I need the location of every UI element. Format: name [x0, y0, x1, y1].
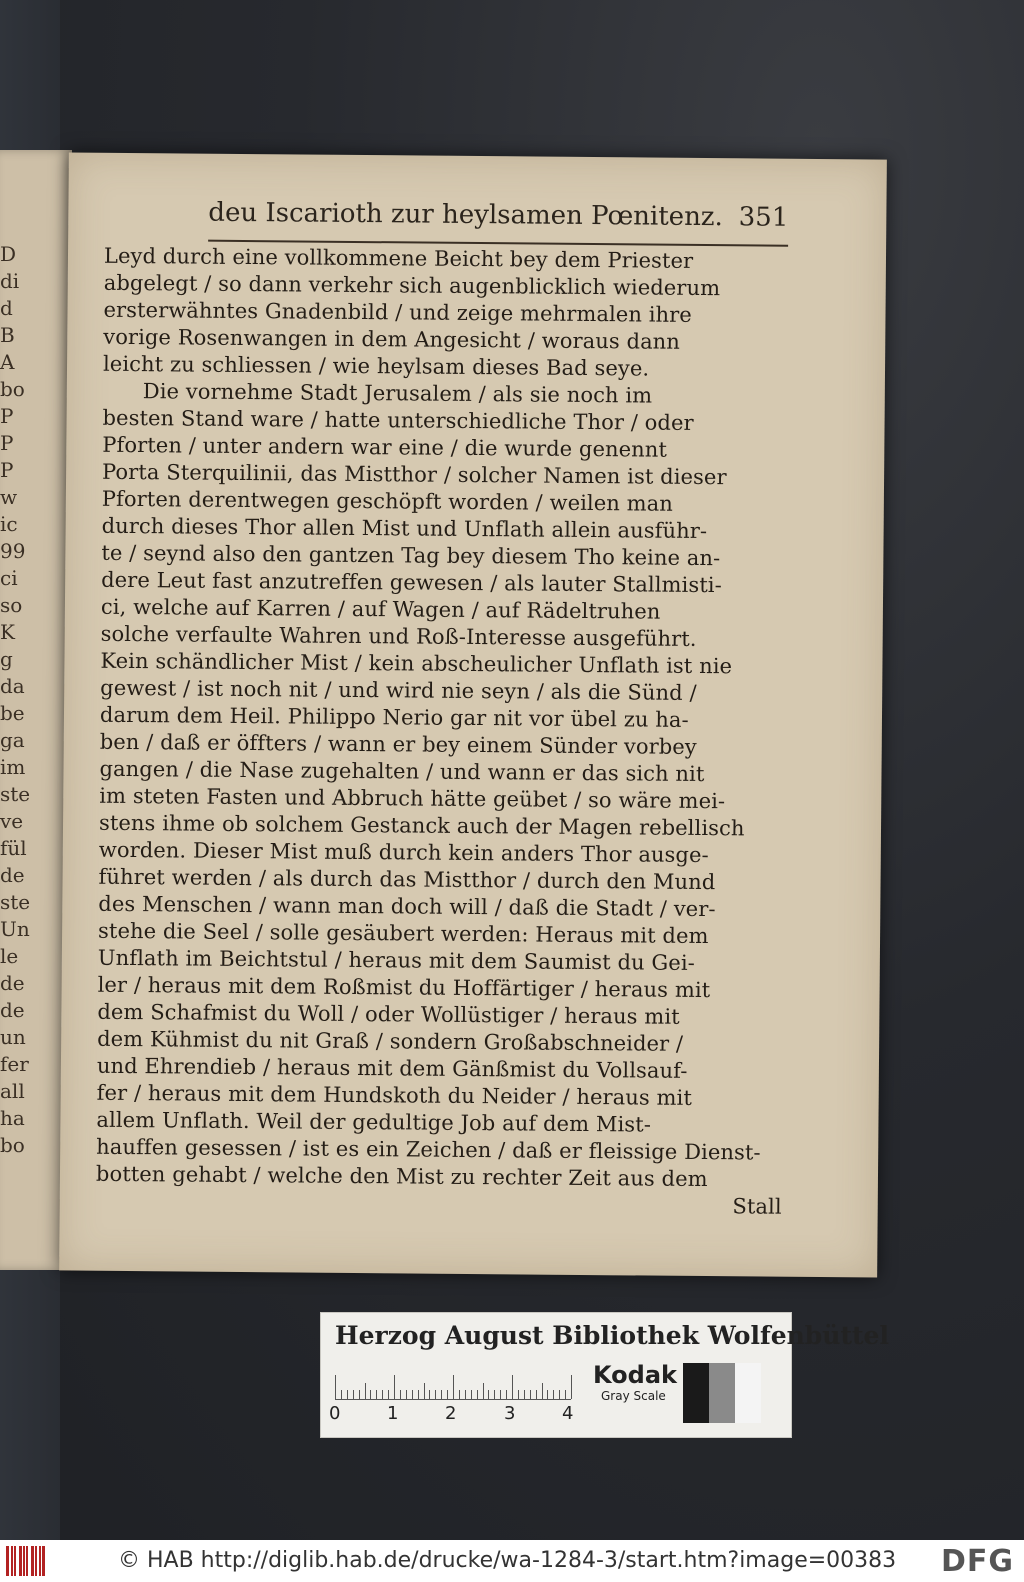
- ruler-tick: [500, 1390, 501, 1399]
- text-line: gewest / ist noch nit / und wird nie seyn / als die Sünd /: [100, 675, 697, 705]
- previous-page-fragment: bo: [0, 377, 25, 401]
- ruler-tick: [365, 1383, 366, 1399]
- previous-page-fragment: bo: [0, 1133, 25, 1157]
- text-line: besten Stand ware / hatte unterschiedliche Thor / oder: [102, 405, 694, 435]
- ruler-tick: [370, 1390, 371, 1399]
- previous-page-fragment: fül: [0, 836, 27, 860]
- scale-number: 2: [445, 1403, 457, 1424]
- ruler-tick: [453, 1375, 454, 1399]
- ruler-tick: [559, 1390, 560, 1399]
- text-line: dem Kühmist du nit Graß / sondern Großabschneider /: [97, 1026, 684, 1056]
- previous-page-fragment: un: [0, 1025, 26, 1049]
- ruler-tick: [547, 1390, 548, 1399]
- text-line: vorige Rosenwangen in dem Angesicht / woraus dann: [103, 324, 681, 354]
- ruler-tick: [418, 1390, 419, 1399]
- text-line: dere Leut fast anzutreffen gewesen / als lauter Stallmisti-: [101, 567, 722, 598]
- previous-page-fragment: ha: [0, 1106, 25, 1130]
- text-line: solche verfaulte Wahren und Roß-Interesse ausgeführt.: [100, 621, 697, 651]
- previous-page-fragment: K: [0, 620, 15, 644]
- text-line: ler / heraus mit dem Roßmist du Hoffärtiger / heraus mit: [97, 972, 711, 1003]
- dfg-logo: DFG: [940, 1544, 1014, 1579]
- barcode-bar: [6, 1546, 9, 1576]
- text-line: stens ihme ob solchem Gestanck auch der Magen rebellisch: [98, 810, 745, 841]
- ruler-tick: [347, 1390, 348, 1399]
- kodak-logo: Kodak: [593, 1361, 677, 1389]
- text-line: ersterwähntes Gnadenbild / und zeige mehrmalen ihre: [103, 297, 692, 327]
- ruler-tick: [494, 1390, 495, 1399]
- ruler-tick: [512, 1375, 513, 1399]
- ruler-tick: [382, 1390, 383, 1399]
- body-text: [96, 243, 790, 1221]
- previous-page-fragment: d: [0, 296, 13, 320]
- ruler-tick: [429, 1390, 430, 1399]
- scale-number: 0: [329, 1403, 341, 1424]
- previous-page-fragment: D: [0, 242, 17, 266]
- text-line: stehe die Seel / solle gesäubert werden: Heraus mit dem: [97, 918, 709, 949]
- hab-barcode-icon: [6, 1546, 46, 1576]
- page-header: [208, 198, 788, 239]
- text-line: gangen / die Nase zugehalten / und wann er das sich nit: [99, 756, 705, 787]
- barcode-bar: [39, 1546, 41, 1576]
- text-line: leicht zu schliessen / wie heylsam dieses Bad seye.: [102, 351, 650, 381]
- previous-page-fragment: so: [0, 593, 23, 617]
- text-line: ci, welche auf Karren / auf Wagen / auf Rädeltruhen: [100, 594, 661, 624]
- barcode-bar: [35, 1546, 37, 1576]
- previous-page-fragment: g: [0, 647, 13, 671]
- ruler-tick: [518, 1390, 519, 1399]
- text-line: Leyd durch eine vollkommene Beicht bey dem Priester: [103, 243, 694, 273]
- ruler-tick: [465, 1390, 466, 1399]
- previous-page-fragment: w: [0, 485, 18, 509]
- gray-scale-label: Gray Scale: [601, 1389, 666, 1403]
- ruler-tick: [471, 1390, 472, 1399]
- ruler-tick: [571, 1375, 572, 1399]
- barcode-bar: [23, 1546, 25, 1576]
- ruler-tick: [506, 1390, 507, 1399]
- text-line: Unflath im Beichtstul / heraus mit dem Saumist du Gei-: [97, 945, 696, 975]
- text-line: durch dieses Thor allen Mist und Unflath allein ausführ-: [101, 513, 708, 544]
- scale-number: 4: [562, 1403, 574, 1424]
- previous-page-fragment: ste: [0, 890, 31, 914]
- previous-page-fragment: Un: [0, 917, 30, 941]
- barcode-bar: [11, 1546, 13, 1576]
- text-line: te / seynd also den gantzen Tag bey diesem Tho keine an-: [101, 540, 721, 571]
- ruler-tick: [553, 1390, 554, 1399]
- text-line: worden. Dieser Mist muß durch kein anders Thor ausge-: [98, 837, 709, 868]
- ruler-tick: [424, 1383, 425, 1399]
- ruler-tick: [435, 1390, 436, 1399]
- ruler-tick: [406, 1390, 407, 1399]
- previous-page-fragment: da: [0, 674, 25, 698]
- barcode-bar: [42, 1546, 45, 1576]
- gray-swatch-light: [735, 1363, 761, 1423]
- previous-page-fragment: di: [0, 269, 20, 293]
- ruler-tick: [341, 1390, 342, 1399]
- text-line: darum dem Heil. Philippo Nerio gar nit vor übel zu ha-: [99, 702, 689, 732]
- text-line: Kein schändlicher Mist / kein abscheulicher Unflath ist nie: [100, 648, 733, 679]
- text-line: dem Schafmist du Woll / oder Wollüstiger / heraus mit: [97, 999, 680, 1029]
- ruler-tick: [530, 1390, 531, 1399]
- previous-page-fragment: im: [0, 755, 26, 779]
- text-line: fer / heraus mit dem Hundskoth du Neider / heraus mit: [96, 1080, 693, 1110]
- previous-page-fragment: de: [0, 998, 25, 1022]
- text-line: abgelegt / so dann verkehr sich augenblicklich wiederum: [103, 270, 721, 301]
- running-head: deu Iscarioth zur heylsamen Pœnitenz.: [208, 197, 723, 233]
- previous-page-fragment: ci: [0, 566, 18, 590]
- ruler-tick: [483, 1383, 484, 1399]
- ruler-tick: [524, 1390, 525, 1399]
- previous-page-fragment: 99: [0, 539, 26, 563]
- ruler-tick: [376, 1390, 377, 1399]
- ruler-tick: [441, 1390, 442, 1399]
- text-line: botten gehabt / welche den Mist zu rechter Zeit aus dem: [95, 1161, 708, 1192]
- previous-page-fragment: ic: [0, 512, 18, 536]
- ruler-tick: [477, 1390, 478, 1399]
- previous-page-fragment: B: [0, 323, 15, 347]
- previous-page-fragment: P: [0, 458, 14, 482]
- ruler-tick: [394, 1375, 395, 1399]
- page-number: 351: [738, 202, 789, 233]
- text-line: allem Unflath. Weil der gedultige Job auf dem Mist-: [96, 1107, 652, 1137]
- ruler-tick: [412, 1390, 413, 1399]
- previous-page-fragment: de: [0, 971, 25, 995]
- footer-bar: [0, 1540, 1024, 1582]
- previous-page-fragment: ga: [0, 728, 25, 752]
- text-line: und Ehrendieb / heraus mit dem Gänßmist du Vollsauf-: [96, 1053, 688, 1083]
- ruler-tick: [388, 1390, 389, 1399]
- previous-page-fragment: de: [0, 863, 25, 887]
- previous-page-fragment: fer: [0, 1052, 29, 1076]
- barcode-bar: [26, 1546, 28, 1576]
- ruler-tick: [565, 1390, 566, 1399]
- ruler-tick: [335, 1375, 336, 1399]
- scale-ruler: [335, 1371, 571, 1400]
- catchword: Stall: [732, 1194, 782, 1219]
- text-line: Pforten derentwegen geschöpft worden / weilen man: [101, 486, 674, 516]
- ruler-tick: [542, 1383, 543, 1399]
- previous-page-fragment: le: [0, 944, 19, 968]
- library-name: Herzog August Bibliothek Wolfenbüttel: [335, 1321, 889, 1350]
- color-target-card: [320, 1312, 889, 1438]
- book-page: [59, 152, 887, 1277]
- text-line: führet werden / als durch das Mistthor / durch den Mund: [98, 864, 716, 895]
- text-line: Porta Sterquilinii, das Mistthor / solcher Namen ist dieser: [102, 459, 727, 490]
- text-line: ben / daß er öffters / wann er bey einem Sünder vorbey: [99, 729, 697, 759]
- gray-swatch-dark: [683, 1363, 709, 1423]
- previous-page-fragment: be: [0, 701, 25, 725]
- scale-number: 3: [504, 1403, 516, 1424]
- previous-page-fragment: ve: [0, 809, 24, 833]
- ruler-tick: [359, 1390, 360, 1399]
- text-line: Die vornehme Stadt Jerusalem / als sie noch im: [142, 379, 653, 408]
- text-line: im steten Fasten und Abbruch hätte geübet / so wäre mei-: [99, 783, 726, 814]
- text-line: hauffen gesessen / ist es ein Zeichen / daß er fleissige Dienst-: [96, 1134, 761, 1165]
- previous-page-fragment: P: [0, 404, 14, 428]
- barcode-bar: [14, 1546, 16, 1576]
- previous-page-fragment: A: [0, 350, 15, 374]
- ruler-tick: [536, 1390, 537, 1399]
- scale-number: 1: [387, 1403, 399, 1424]
- footer-credit-link[interactable]: © HAB http://diglib.hab.de/drucke/wa-1284-3/start.htm?image=00383: [118, 1548, 897, 1573]
- ruler-tick: [459, 1390, 460, 1399]
- previous-page-fragment: all: [0, 1079, 25, 1103]
- previous-page-fragment: ste: [0, 782, 31, 806]
- barcode-bar: [19, 1546, 22, 1576]
- ruler-tick: [353, 1390, 354, 1399]
- gray-swatch-mid: [709, 1363, 735, 1423]
- ruler-tick: [400, 1390, 401, 1399]
- ruler-tick: [488, 1390, 489, 1399]
- text-line: des Menschen / wann man doch will / daß die Stadt / ver-: [98, 891, 716, 922]
- ruler-tick: [447, 1390, 448, 1399]
- previous-page-fragment: P: [0, 431, 14, 455]
- text-line: Pforten / unter andern war eine / die wurde genennt: [102, 432, 668, 462]
- barcode-bar: [31, 1546, 34, 1576]
